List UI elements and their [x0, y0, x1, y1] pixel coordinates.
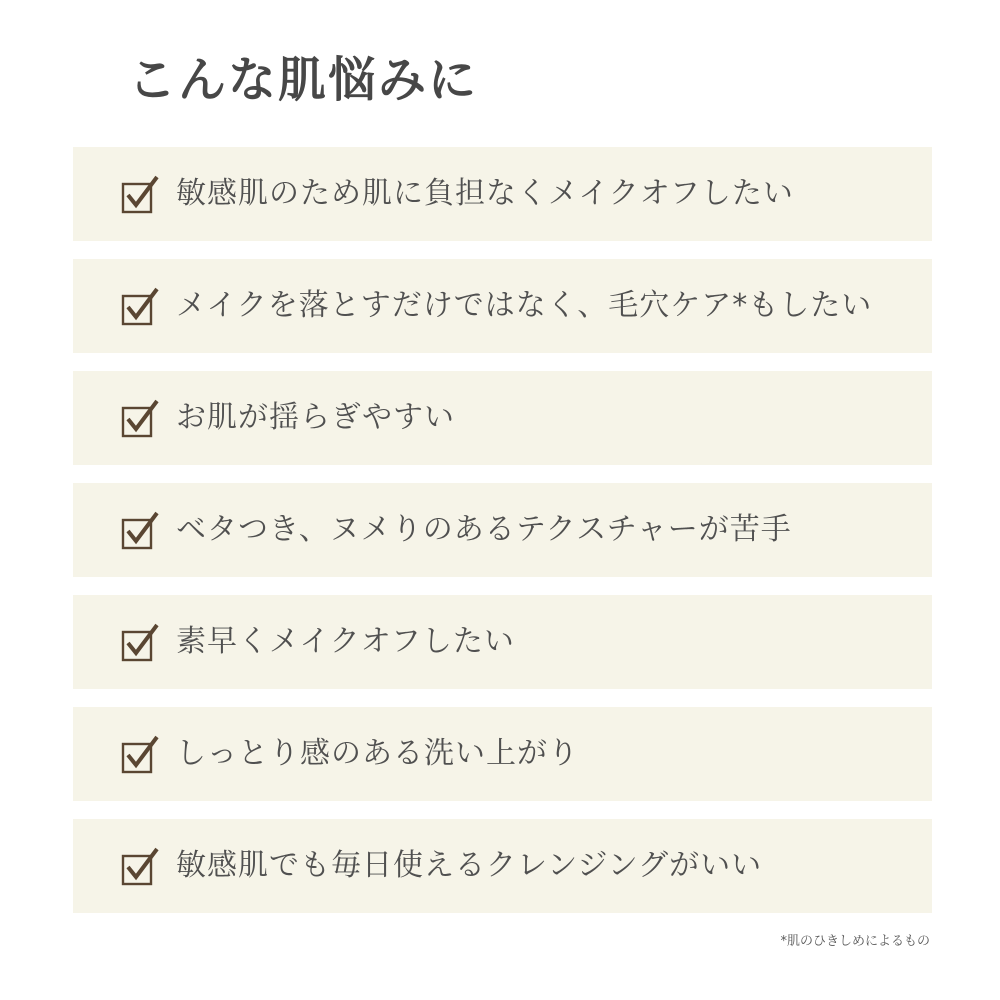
- list-item: [73, 147, 932, 241]
- list-item-label: ベタつき、ヌメりのあるテクスチャーが苦手: [176, 512, 792, 547]
- list-item-label: 敏感肌のため肌に負担なくメイクオフしたい: [176, 176, 794, 211]
- list-item: [73, 819, 932, 913]
- footnote: *肌のひきしめによるもの: [780, 934, 930, 949]
- checked-box-icon: [121, 175, 161, 215]
- list-item-label: お肌が揺らぎやすい: [176, 400, 455, 435]
- checked-box-icon: [121, 735, 161, 775]
- list-item: [73, 371, 932, 465]
- list-item-label: 素早くメイクオフしたい: [176, 624, 515, 659]
- list-item-label: メイクを落とすだけではなく、毛穴ケア*もしたい: [176, 288, 873, 323]
- checked-box-icon: [121, 511, 161, 551]
- page-title: こんな肌悩みに: [128, 52, 479, 108]
- list-item: [73, 707, 932, 801]
- checked-box-icon: [121, 847, 161, 887]
- list-item: [73, 259, 932, 353]
- checked-box-icon: [121, 623, 161, 663]
- list-item: [73, 483, 932, 577]
- list-item-label: しっとり感のある洗い上がり: [176, 736, 579, 771]
- list-item-label: 敏感肌でも毎日使えるクレンジングがいい: [176, 848, 763, 883]
- checked-box-icon: [121, 287, 161, 327]
- list-item: [73, 595, 932, 689]
- checked-box-icon: [121, 399, 161, 439]
